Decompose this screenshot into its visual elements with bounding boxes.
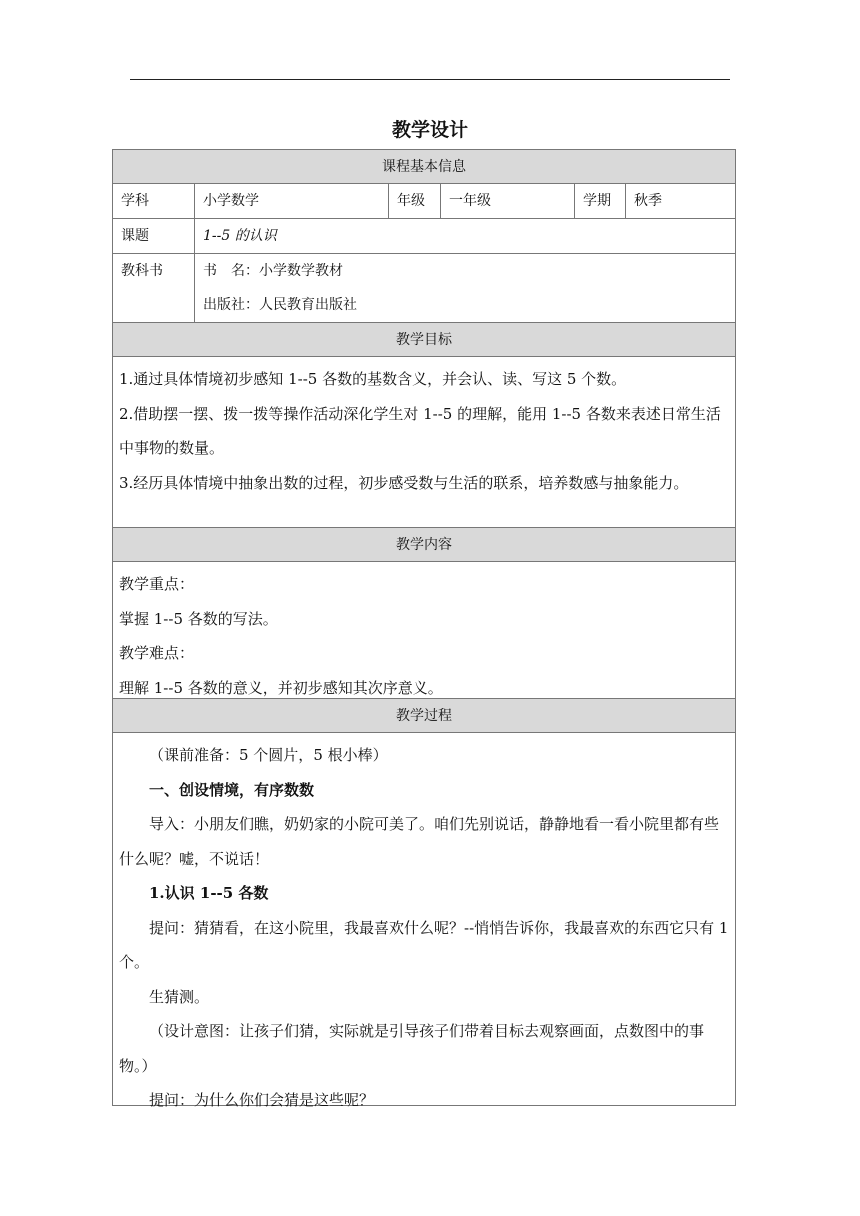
key-point-label: 教学重点： [119,575,195,593]
student-response: 生猜测。 [149,987,210,1006]
grade-label: 年级 [389,184,441,218]
book-name: 书 名：小学数学教材 [203,263,343,279]
difficulty-text: 理解 1--5 各数的意义，并初步感知其次序意义。 [119,678,443,697]
prep-note: （课前准备：5 个圆片，5 根小棒） [149,746,388,764]
objectives-body [113,357,735,528]
topic-row [113,219,735,254]
textbook-row [113,254,735,323]
objective-item: 1.通过具体情境初步感知 1--5 各数的基数含义，并会认、读、写这 5 个数。 [119,370,627,388]
lesson-plan-table [112,149,736,1109]
topic-value: 1--5 的认识 [203,228,277,244]
subject-value: 小学数学 [195,184,389,218]
subject-grade-term-row [113,184,735,219]
textbook-value [195,254,735,322]
objective-item: 3.经历具体情境中抽象出数的过程，初步感受数与生活的联系，培养数感与抽象能力。 [119,473,689,492]
question-paragraph: 提问：为什么你们会猜是这些呢？ [149,1091,375,1109]
grade-value: 一年级 [441,184,575,218]
key-point-text: 掌握 1--5 各数的写法。 [119,609,278,628]
textbook-label: 教科书 [113,254,195,322]
intro-paragraph: 导入：小朋友们瞧，奶奶家的小院可美了。咱们先别说话，静静地看一看小院里都有些什么呢？嘘，不说话！ [119,815,720,868]
subject-label: 学科 [113,184,195,218]
objective-item: 2.借助摆一摆、拨一拨等操作活动深化学生对 1--5 的理解，能用 1--5 各数来表述日常生活中事物的数量。 [119,404,721,457]
difficulty-label: 教学难点： [119,644,195,662]
term-label: 学期 [575,184,626,218]
subsection-title: 1.认识 1--5 各数 [149,884,269,902]
content-header: 教学内容 [113,528,735,562]
section-title: 一、创设情境，有序数数 [149,780,315,799]
question-paragraph: 提问：猜猜看，在这小院里，我最喜欢什么呢？--悄悄告诉你，我最喜欢的东西它只有 1 个。 [119,918,729,971]
design-note: （设计意图：让孩子们猜，实际就是引导孩子们带着目标去观察画面，点数图中的事物。） [119,1022,705,1075]
header-rule [130,79,730,80]
basic-info-header: 课程基本信息 [113,150,735,184]
objectives-header: 教学目标 [113,323,735,357]
process-header: 教学过程 [113,699,735,733]
term-value: 秋季 [634,193,662,209]
publisher: 出版社：人民教育出版社 [203,297,357,313]
process-body [113,733,735,1109]
content-body [113,562,735,699]
topic-label: 课题 [113,219,195,253]
document-title: 教学设计 [391,119,468,141]
